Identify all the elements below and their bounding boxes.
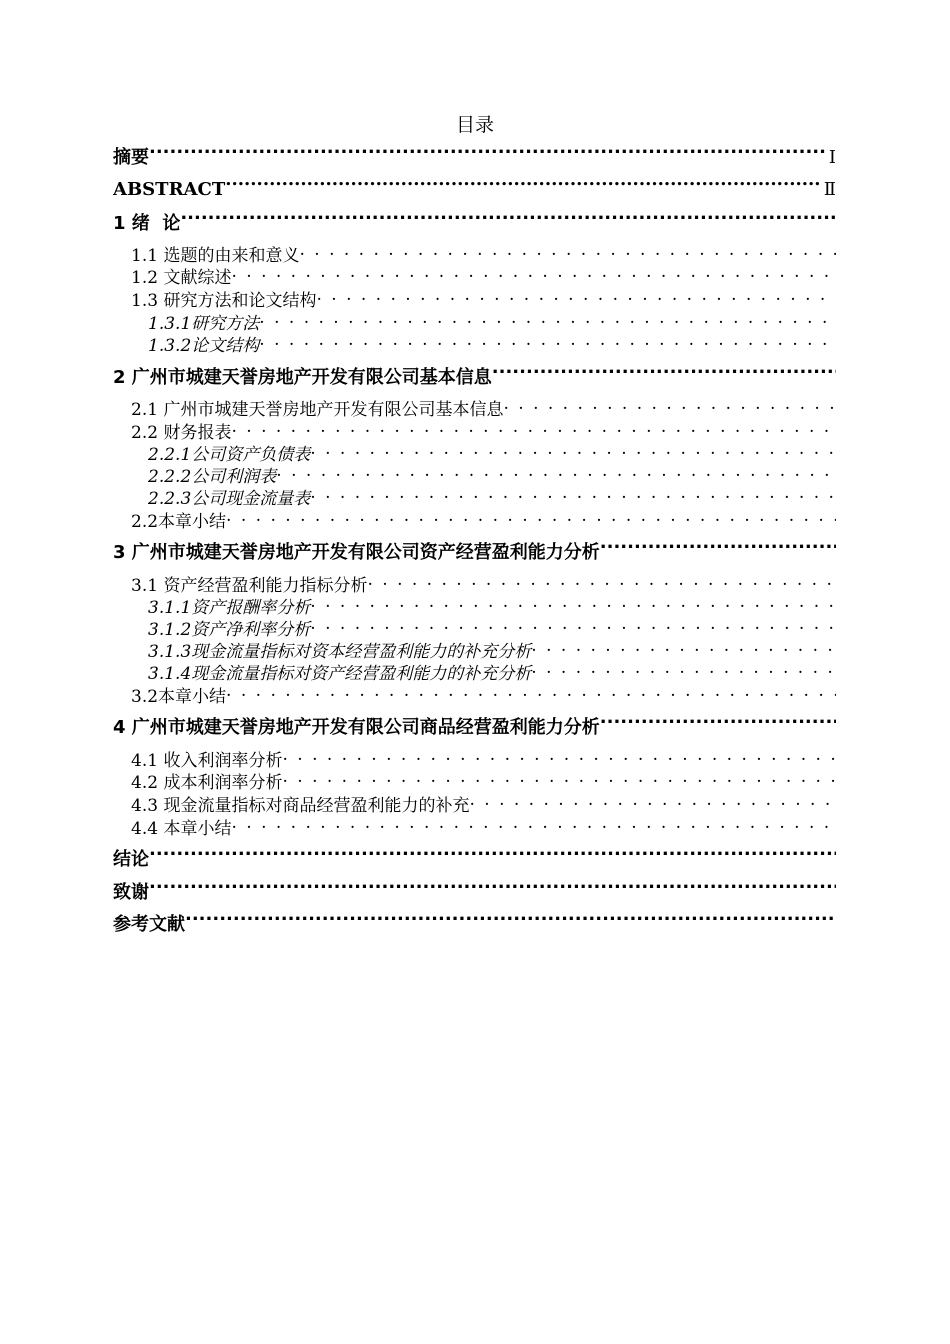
dot-leader — [469, 794, 836, 811]
toc-entry-text: 3.1.3现金流量指标对资本经营盈利能力的补充分析 — [148, 642, 532, 662]
toc-entry-text: 4.1 收入利润率分析 — [131, 751, 283, 771]
toc-entry-text: 1.2 文献综述 — [131, 268, 232, 288]
toc-entry-text: 3.1.1资产报酬率分析 — [148, 598, 311, 618]
toc-entry-3-1-2[interactable] — [148, 618, 836, 640]
toc-entry-text: 1.3.2论文结构 — [148, 336, 260, 356]
toc-entry-text: 4.4 本章小结 — [131, 819, 232, 839]
toc-entry-4-2[interactable] — [131, 771, 836, 793]
dot-leader — [600, 540, 836, 558]
toc-entry-conclusion[interactable] — [113, 845, 836, 875]
dot-leader — [276, 465, 836, 482]
toc-entry-text: 1.3 研究方法和论文结构 — [131, 291, 317, 311]
toc-entry-4-3[interactable] — [131, 794, 836, 816]
toc-entry-text: 2.2.1公司资产负债表 — [148, 445, 311, 465]
toc-entry-text: 2 广州市城建天誉房地产开发有限公司基本信息 — [113, 367, 492, 388]
toc-entry-2-2-1[interactable] — [148, 443, 836, 465]
toc-entry-3-2[interactable] — [131, 685, 836, 707]
toc-entry-text: 结论 — [113, 849, 149, 870]
toc-entry-4-1[interactable] — [131, 749, 836, 771]
dot-leader — [282, 771, 836, 788]
toc-entry-text: 3 广州市城建天誉房地产开发有限公司资产经营盈利能力分析 — [113, 542, 600, 563]
dot-leader — [531, 662, 836, 679]
toc-entry-text: 3.1.4现金流量指标对资产经营盈利能力的补充分析 — [148, 664, 532, 684]
toc-entry-text: 2.2.3公司现金流量表 — [148, 489, 311, 509]
dot-leader — [226, 685, 836, 702]
dot-leader — [259, 312, 836, 329]
dot-leader — [310, 487, 836, 504]
toc-entry-text: 3.1.2资产净利率分析 — [148, 620, 311, 640]
toc-entry-acknowledgements[interactable] — [113, 878, 836, 908]
dot-leader — [231, 266, 836, 283]
toc-entry-abstract-en[interactable] — [113, 175, 836, 205]
toc-entry-text: 参考文献 — [113, 914, 185, 935]
dot-leader — [225, 177, 822, 195]
toc-entry-4-4[interactable] — [131, 817, 836, 839]
toc-entry-chapter-2[interactable] — [113, 363, 836, 393]
toc-entry-text: 1.3.1研究方法 — [148, 314, 260, 334]
toc-entry-references[interactable] — [113, 910, 836, 940]
dot-leader — [231, 817, 836, 834]
toc-entry-text: 1 绪 论 — [113, 213, 181, 234]
dot-leader — [180, 211, 836, 229]
toc-entry-chapter-1[interactable] — [113, 209, 836, 239]
toc-entry-1-2[interactable] — [131, 266, 836, 288]
dot-leader — [185, 912, 836, 930]
dot-leader — [531, 640, 836, 657]
toc-entry-text: 2.2 财务报表 — [131, 423, 232, 443]
toc-entry-text: 3.2本章小结 — [131, 687, 227, 707]
toc-entry-3-1[interactable] — [131, 574, 836, 596]
dot-leader — [226, 510, 836, 527]
dot-leader — [310, 596, 836, 613]
toc-entry-3-1-1[interactable] — [148, 596, 836, 618]
dot-leader — [367, 574, 836, 591]
dot-leader — [310, 618, 836, 635]
toc-entry-2-2-2[interactable] — [148, 465, 836, 487]
toc-entry-2-1[interactable] — [131, 398, 836, 420]
toc-entry-text: 3.1 资产经营盈利能力指标分析 — [131, 576, 368, 596]
toc-entry-3-1-3[interactable] — [148, 640, 836, 662]
toc-entry-text: 4.2 成本利润率分析 — [131, 773, 283, 793]
dot-leader — [316, 289, 836, 306]
toc-entry-2-2[interactable] — [131, 421, 836, 443]
toc-page-number: Ⅱ — [823, 179, 836, 200]
toc-entry-text: 1.1 选题的由来和意义 — [131, 246, 300, 266]
toc-entry-2-summary[interactable] — [131, 510, 836, 532]
toc-entry-text: 2.2.2公司利润表 — [148, 467, 277, 487]
dot-leader — [492, 365, 836, 383]
dot-leader — [503, 398, 836, 415]
toc-entry-1-3-2[interactable] — [148, 334, 836, 356]
toc-entry-text: 致谢 — [113, 882, 149, 903]
toc-entry-text: 摘要 — [113, 147, 149, 168]
toc-page-number: Ⅰ — [828, 147, 836, 168]
dot-leader — [310, 443, 836, 460]
dot-leader — [149, 847, 836, 865]
dot-leader — [259, 334, 836, 351]
toc-entry-text: 2.1 广州市城建天誉房地产开发有限公司基本信息 — [131, 400, 504, 420]
toc-entry-text: ABSTRACT — [113, 179, 226, 200]
toc-entry-1-1[interactable] — [131, 244, 836, 266]
dot-leader — [299, 244, 836, 261]
toc-entry-text: 2.2本章小结 — [131, 512, 227, 532]
dot-leader — [149, 145, 827, 163]
toc-entry-chapter-4[interactable] — [113, 713, 836, 743]
toc-entry-text: 4 广州市城建天誉房地产开发有限公司商品经营盈利能力分析 — [113, 717, 600, 738]
toc-entry-1-3[interactable] — [131, 289, 836, 311]
toc-entry-chapter-3[interactable] — [113, 538, 836, 568]
toc-entry-text: 4.3 现金流量指标对商品经营盈利能力的补充 — [131, 796, 470, 816]
dot-leader — [600, 715, 836, 733]
dot-leader — [149, 880, 836, 898]
toc-title: 目录 — [455, 114, 494, 136]
dot-leader — [231, 421, 836, 438]
dot-leader — [282, 749, 836, 766]
toc-entry-3-1-4[interactable] — [148, 662, 836, 684]
toc-entry-2-2-3[interactable] — [148, 487, 836, 509]
toc-entry-1-3-1[interactable] — [148, 312, 836, 334]
toc-entry-abstract-cn[interactable] — [113, 143, 836, 173]
